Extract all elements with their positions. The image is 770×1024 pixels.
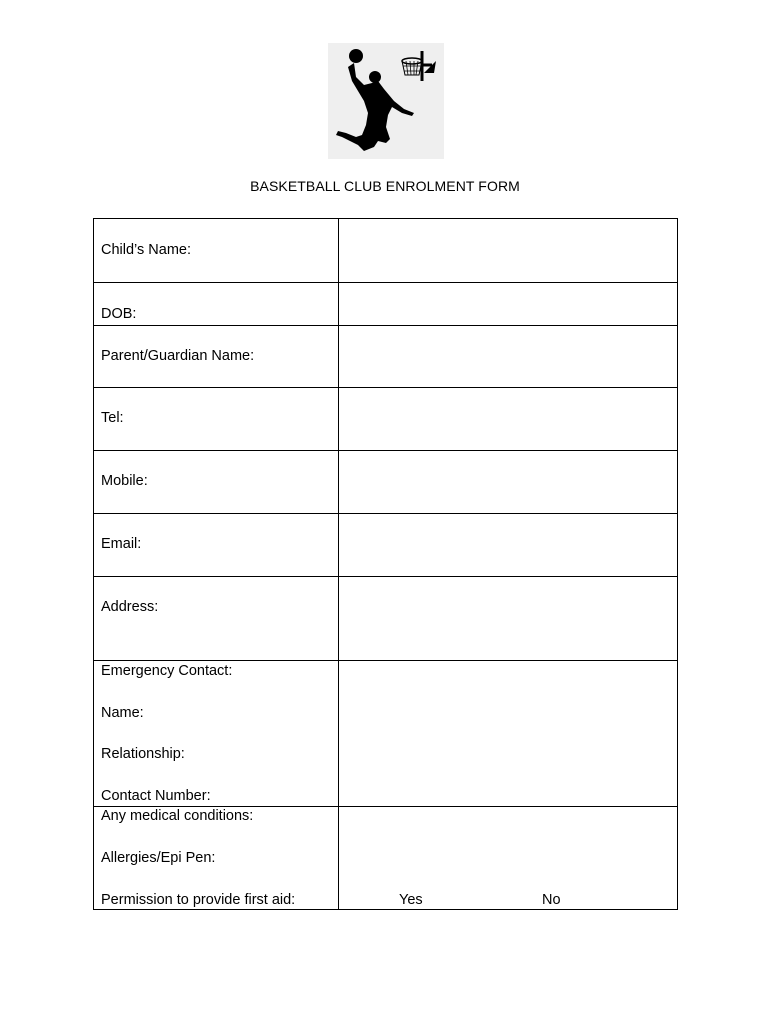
row-tel [94,387,677,450]
label-cell [94,451,339,513]
basketball-player-dunk-icon [328,43,444,159]
first-aid-no-option[interactable]: No [542,892,561,908]
enrolment-form-table [93,218,678,910]
tel-field[interactable] [339,388,677,450]
row-parent-name [94,325,677,387]
emergency-contact-label: Emergency Contact: [101,663,233,679]
emergency-contact-field[interactable] [339,661,677,806]
label-cell [94,577,339,660]
address-field[interactable] [339,577,677,660]
medical-field[interactable] [339,807,677,909]
address-label: Address: [101,599,159,615]
allergies-label: Allergies/Epi Pen: [101,850,216,866]
row-mobile [94,450,677,513]
row-child-name [94,219,677,282]
row-dob [94,282,677,325]
label-cell [94,661,339,806]
label-cell [94,807,339,909]
label-cell [94,388,339,450]
dob-label: DOB: [101,306,137,322]
email-label: Email: [101,536,142,552]
email-field[interactable] [339,514,677,576]
ec-name-label: Name: [101,705,144,721]
label-cell [94,514,339,576]
row-emergency-contact [94,660,677,806]
child-name-label: Child’s Name: [101,242,191,258]
first-aid-label: Permission to provide first aid: [101,892,296,908]
label-cell [94,219,339,282]
parent-name-label: Parent/Guardian Name: [101,348,255,364]
parent-name-field[interactable] [339,326,677,387]
mobile-label: Mobile: [101,473,148,489]
row-email [94,513,677,576]
row-address [94,576,677,660]
medical-conditions-label: Any medical conditions: [101,808,254,824]
label-cell [94,283,339,325]
mobile-field[interactable] [339,451,677,513]
basketball-logo [328,43,444,159]
first-aid-yes-option[interactable]: Yes [399,892,423,908]
tel-label: Tel: [101,410,124,426]
ec-contact-number-label: Contact Number: [101,788,211,804]
row-medical [94,806,677,909]
label-cell [94,326,339,387]
ec-relationship-label: Relationship: [101,746,185,762]
dob-field[interactable] [339,283,677,325]
child-name-field[interactable] [339,219,677,282]
form-title: BASKETBALL CLUB ENROLMENT FORM [250,178,520,194]
